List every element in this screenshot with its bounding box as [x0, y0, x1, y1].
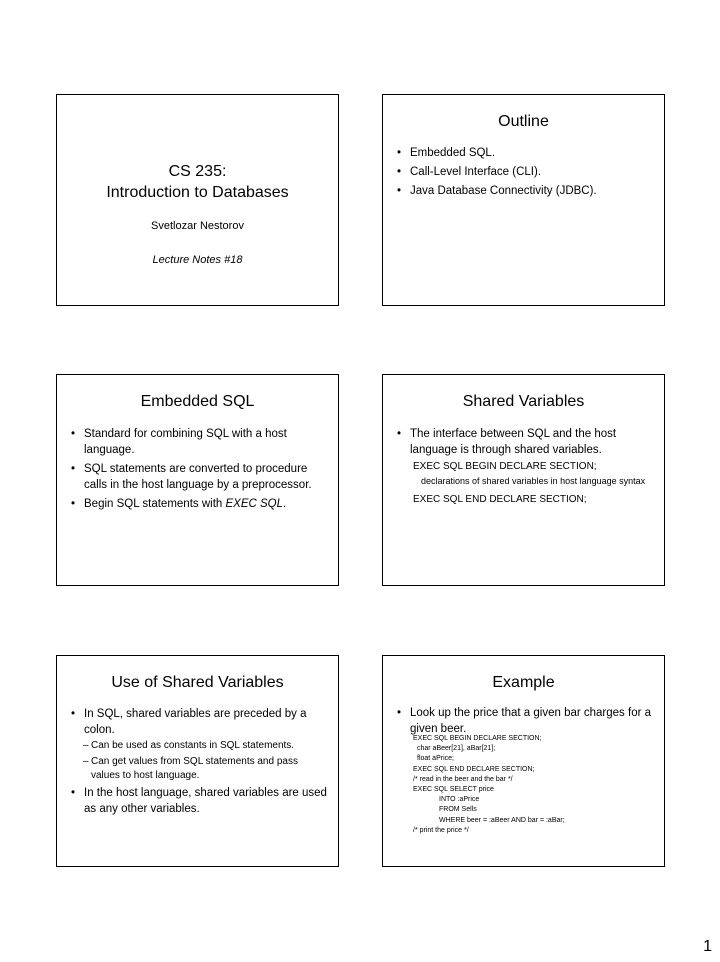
- bullet-text: Begin SQL statements with: [84, 498, 226, 510]
- sub-bullet-item: [71, 755, 328, 783]
- course-name: Introduction to Databases: [106, 184, 289, 201]
- code-line: /* read in the beer and the bar */: [413, 775, 513, 783]
- sub-bullet-text: Can be used as constants in SQL statements.: [91, 740, 295, 751]
- slide-example: [382, 655, 665, 867]
- slide-title: [56, 94, 339, 306]
- bullet-list: [71, 426, 328, 515]
- bullet-item: • SQL statements are converted to procedure calls in the host language by a preprocessor.: [71, 461, 328, 493]
- bullet-list: [397, 145, 654, 202]
- slide-title-heading: Use of Shared Variables: [111, 674, 284, 691]
- slide-title-heading: Outline: [498, 113, 549, 130]
- sub-bullet-text: Can get values from SQL statements and pass values to host language.: [91, 756, 298, 781]
- page-number: 1: [703, 938, 712, 955]
- bullet-item: • The interface between SQL and the host language is through shared variables.: [397, 426, 654, 458]
- slide-embedded-sql: [56, 374, 339, 586]
- code-block: [397, 734, 658, 836]
- lecture-subtitle: Lecture Notes #18: [152, 254, 243, 266]
- dash-marker: –: [83, 756, 89, 767]
- bullet-text-suffix: .: [283, 498, 287, 510]
- code-line: EXEC SQL SELECT price: [413, 786, 494, 794]
- code-line: EXEC SQL END DECLARE SECTION;: [413, 494, 587, 505]
- dash-marker: –: [83, 740, 89, 751]
- code-line: EXEC SQL BEGIN DECLARE SECTION;: [413, 461, 597, 472]
- bullet-item: [71, 496, 328, 512]
- course-title: [57, 161, 338, 203]
- code-line: INTO :aPrice: [439, 796, 480, 804]
- bullet-emphasis: EXEC SQL: [225, 498, 284, 510]
- code-line: FROM Sells: [439, 806, 477, 814]
- author-name: Svetlozar Nestorov: [151, 220, 244, 232]
- bullet-item: • In SQL, shared variables are preceded by a colon.: [71, 706, 328, 738]
- bullet-list: [71, 706, 328, 820]
- slide-outline: [382, 94, 665, 306]
- code-line: declarations of shared variables in host language syntax: [421, 476, 646, 486]
- bullet-item: • Look up the price that a given bar charges for a given beer.: [397, 705, 654, 737]
- bullet-item: • Call-Level Interface (CLI).: [397, 164, 654, 180]
- sub-bullet-item: [71, 739, 328, 753]
- bullet-item: • In the host language, shared variables are used as any other variables.: [71, 785, 328, 817]
- course-code: CS 235:: [168, 163, 227, 180]
- slide-title-heading: Embedded SQL: [140, 393, 255, 410]
- code-line: EXEC SQL BEGIN DECLARE SECTION;: [413, 735, 542, 742]
- bullet-list: [397, 705, 654, 737]
- code-line: EXEC SQL END DECLARE SECTION;: [413, 765, 535, 773]
- slide-use-shared-variables: [56, 655, 339, 867]
- bullet-item: • Standard for combining SQL with a host language.: [71, 426, 328, 458]
- code-line: char aBeer[21], aBar[21];: [417, 745, 496, 753]
- slide-title-heading: Shared Variables: [462, 393, 585, 410]
- bullet-item: • Embedded SQL.: [397, 145, 654, 161]
- code-line: /* print the price */: [413, 826, 469, 834]
- code-line: WHERE beer = :aBeer AND bar = :aBar;: [439, 816, 565, 824]
- bullet-item: • Java Database Connectivity (JDBC).: [397, 183, 654, 199]
- code-line: float aPrice;: [417, 755, 454, 763]
- bullet-list: [397, 426, 654, 461]
- slide-title-heading: Example: [492, 674, 555, 691]
- slide-shared-variables: [382, 374, 665, 586]
- code-block: [397, 459, 654, 508]
